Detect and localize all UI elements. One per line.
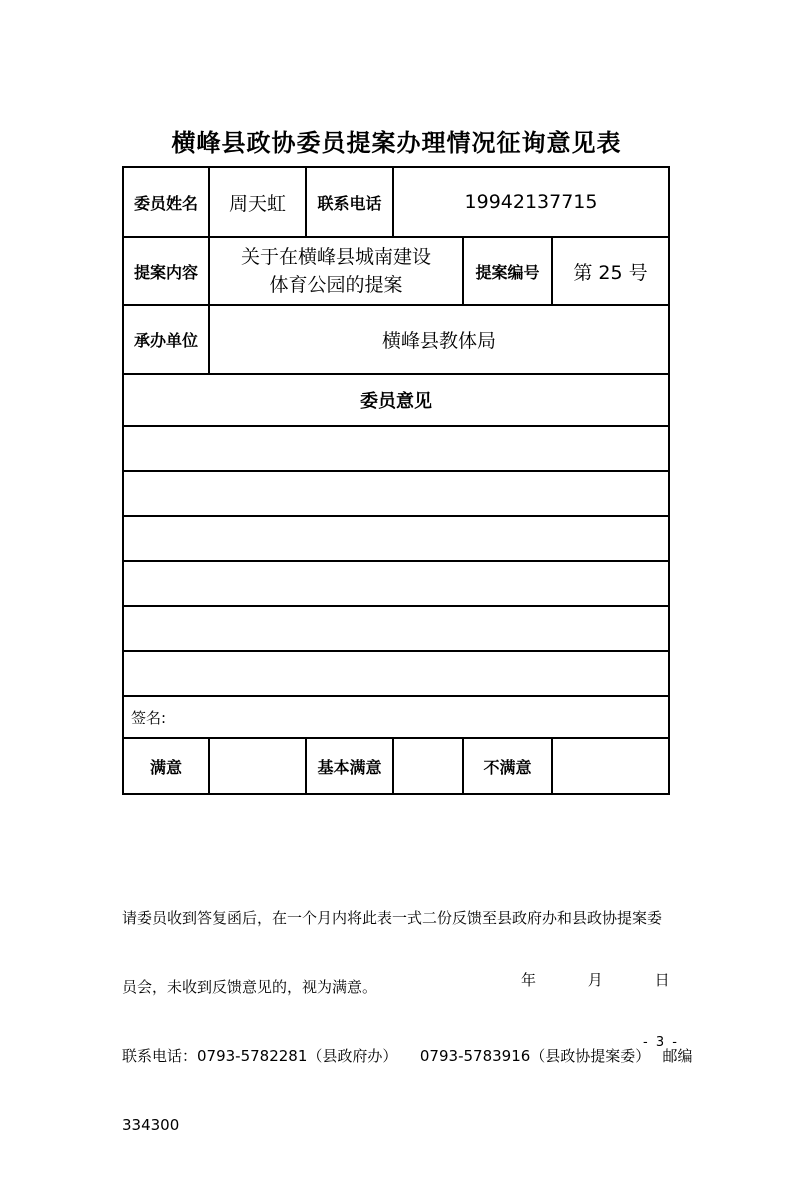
opinion-blank-row [123, 516, 669, 561]
handling-unit-value: 横峰县教体局 [209, 305, 669, 374]
basically-satisfied-label: 基本满意 [306, 738, 393, 794]
proposal-content-label: 提案内容 [123, 237, 209, 305]
proposal-content-line2: 体育公园的提案 [269, 274, 403, 296]
phone-value: 19942137715 [393, 167, 669, 237]
phone-label: 联系电话 [306, 167, 393, 237]
satisfied-label: 满意 [123, 738, 209, 794]
footer-note-line: 联系电话：0793-5782281（县政府办） 0793-5783916（县政协提案委） 邮编 [122, 1047, 693, 1065]
not-satisfied-label: 不满意 [463, 738, 552, 794]
opinion-blank-row [123, 651, 669, 696]
satisfied-checkbox-cell [209, 738, 306, 794]
date-year-label: 年 [521, 971, 537, 989]
member-name-label: 委员姓名 [123, 167, 209, 237]
table-row-opinion-header [123, 374, 669, 426]
date-line [521, 969, 670, 990]
page-title: 横峰县政协委员提案办理情况征询意见表 [171, 129, 622, 157]
member-name-value: 周天虹 [209, 167, 306, 237]
table-row-proposal [123, 237, 669, 305]
opinion-blank-cell [123, 516, 669, 561]
opinion-blank-cell [123, 426, 669, 471]
signature-label: 签名: [123, 696, 669, 738]
table-row-handling-unit [123, 305, 669, 374]
date-month-label: 月 [587, 971, 603, 989]
footer-note-line: 员会，未收到反馈意见的，视为满意。 [122, 978, 378, 996]
handling-unit-label: 承办单位 [123, 305, 209, 374]
table-row-signature [123, 696, 669, 738]
proposal-number-label: 提案编号 [463, 237, 552, 305]
proposal-content-line1: 关于在横峰县城南建设 [240, 246, 431, 268]
opinion-blank-row [123, 561, 669, 606]
opinion-blank-cell [123, 606, 669, 651]
table-row-member-info [123, 167, 669, 237]
table-row-satisfaction [123, 738, 669, 794]
opinion-blank-cell [123, 471, 669, 516]
opinion-blank-cell [123, 561, 669, 606]
footer-note-line: 334300 [122, 1116, 180, 1134]
feedback-form-table [122, 166, 670, 795]
footer-note-line: 请委员收到答复函后，在一个月内将此表一式二份反馈至县政府办和县政协提案委 [122, 909, 663, 927]
opinion-blank-cell [123, 651, 669, 696]
opinion-blank-row [123, 471, 669, 516]
basically-satisfied-checkbox-cell [393, 738, 463, 794]
proposal-number-value: 第 25 号 [552, 237, 669, 305]
proposal-content-value [209, 237, 463, 305]
footer-note [122, 861, 693, 1183]
opinion-blank-row [123, 426, 669, 471]
page-number: - 3 - [643, 1035, 679, 1050]
date-day-label: 日 [654, 971, 670, 989]
opinion-blank-row [123, 606, 669, 651]
not-satisfied-checkbox-cell [552, 738, 669, 794]
opinion-header: 委员意见 [123, 374, 669, 426]
